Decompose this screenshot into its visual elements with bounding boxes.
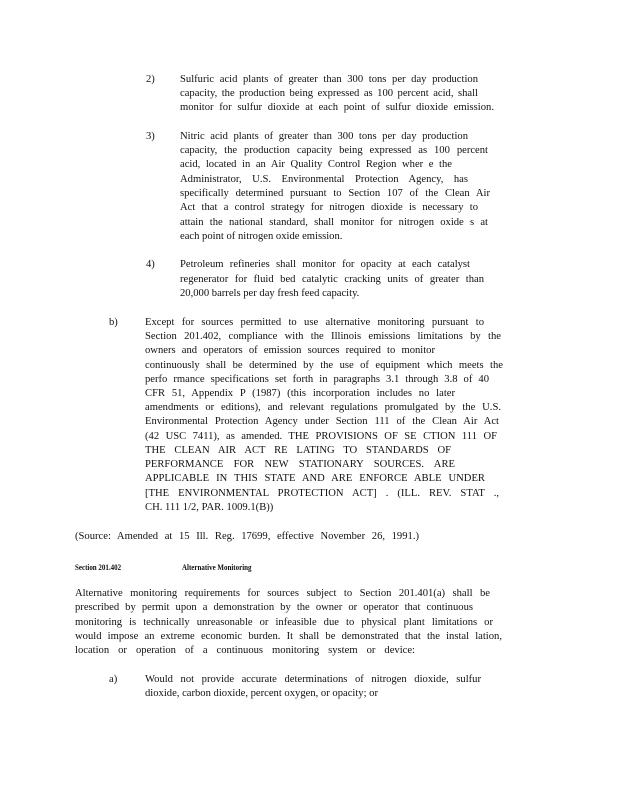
paragraph-line: Alternative monitoring requirements for sources subject to Section 201.401(a) shall be	[75, 588, 490, 599]
subsection-text-line: PERFORMANCE FOR NEW STATIONARY SOURCES. ARE	[145, 459, 455, 470]
item-label: 2)	[146, 74, 155, 85]
item-label: 3)	[146, 131, 155, 142]
item-text-line: Administrator, U.S. Environmental Protection Agency, has	[180, 174, 468, 185]
subsection-text-line: owners and operators of emission sources required to monitor	[145, 345, 435, 356]
item-text-line: attain the national standard, shall monitor for nitrogen oxide s at	[180, 217, 488, 228]
subsection-text-line: APPLICABLE IN THIS STATE AND ARE ENFORCE ABLE UNDER	[145, 473, 485, 484]
item-text-line: Sulfuric acid plants of greater than 300 tons per day production	[180, 74, 478, 85]
subsection-text-line: CFR 51, Appendix P (1987) (this incorporation includes no later	[145, 388, 455, 399]
subsection-text-line: Except for sources permitted to use alternative monitoring pursuant to	[145, 317, 484, 328]
item-text-line: dioxide, carbon dioxide, percent oxygen, or opacity; or	[145, 688, 378, 699]
item-text-line: capacity, the production capacity being expressed as 100 percent	[180, 145, 488, 156]
item-text-line: 20,000 barrels per day fresh feed capacity.	[180, 288, 360, 299]
item-text-line: specifically determined pursuant to Section 107 of the Clean Air	[180, 188, 490, 199]
item-label: a)	[109, 674, 118, 685]
item-text-line: monitor for sulfur dioxide at each point of sulfur dioxide emission.	[180, 102, 494, 113]
item-text-line: acid, located in an Air Quality Control Region wher e the	[180, 159, 452, 170]
subsection-text-line: CH. 111 1/2, PAR. 1009.1(B))	[145, 502, 274, 513]
item-text-line: regenerator for fluid bed catalytic cracking units of greater than	[180, 274, 484, 285]
item-text-line: Act that a control strategy for nitrogen dioxide is necessary to	[180, 202, 478, 213]
subsection-text-line: continuously shall be determined by the use of equipment which meets the	[145, 360, 503, 371]
item-text-line: Would not provide accurate determinations of nitrogen dioxide, sulfur	[145, 674, 481, 685]
paragraph-line: prescribed by permit upon a demonstration by the owner or operator that continuous	[75, 602, 473, 613]
paragraph-line: monitoring is technically unreasonable or infeasible due to physical plant limitations or	[75, 617, 493, 628]
paragraph-line: location or operation of a continuous monitoring system or device:	[75, 645, 415, 656]
subsection-text-line: [THE ENVIRONMENTAL PROTECTION ACT] . (ILL. REV. STAT .,	[145, 488, 499, 499]
item-text-line: each point of nitrogen oxide emission.	[180, 231, 343, 242]
source-note: (Source: Amended at 15 Ill. Reg. 17699, effective November 26, 1991.)	[75, 531, 419, 542]
subsection-text-line: (42 USC 7411), as amended. THE PROVISIONS OF SE CTION 111 OF	[145, 431, 497, 442]
subsection-text-line: amendments or editions), and relevant regulations promulgated by the U.S.	[145, 402, 501, 413]
item-text-line: Petroleum refineries shall monitor for opacity at each catalyst	[180, 259, 470, 270]
item-label: 4)	[146, 259, 155, 270]
section-title: Alternative Monitoring	[182, 562, 252, 572]
item-text-line: Nitric acid plants of greater than 300 tons per day production	[180, 131, 468, 142]
subsection-text-line: Section 201.402, compliance with the Illinois emissions limitations by the	[145, 331, 501, 342]
subsection-label: b)	[109, 317, 118, 328]
item-text-line: capacity, the production being expressed as 100 percent acid, shall	[180, 88, 478, 99]
paragraph-line: would impose an extreme economic burden. It shall be demonstrated that the instal lation,	[75, 631, 502, 642]
subsection-text-line: THE CLEAN AIR ACT RE LATING TO STANDARDS OF	[145, 445, 451, 456]
subsection-text-line: perfo rmance specifications set forth in paragraphs 3.1 through 3.8 of 40	[145, 374, 489, 385]
subsection-text-line: Environmental Protection Agency under Section 111 of the Clean Air Act	[145, 416, 499, 427]
section-number: Section 201.402	[75, 562, 122, 572]
